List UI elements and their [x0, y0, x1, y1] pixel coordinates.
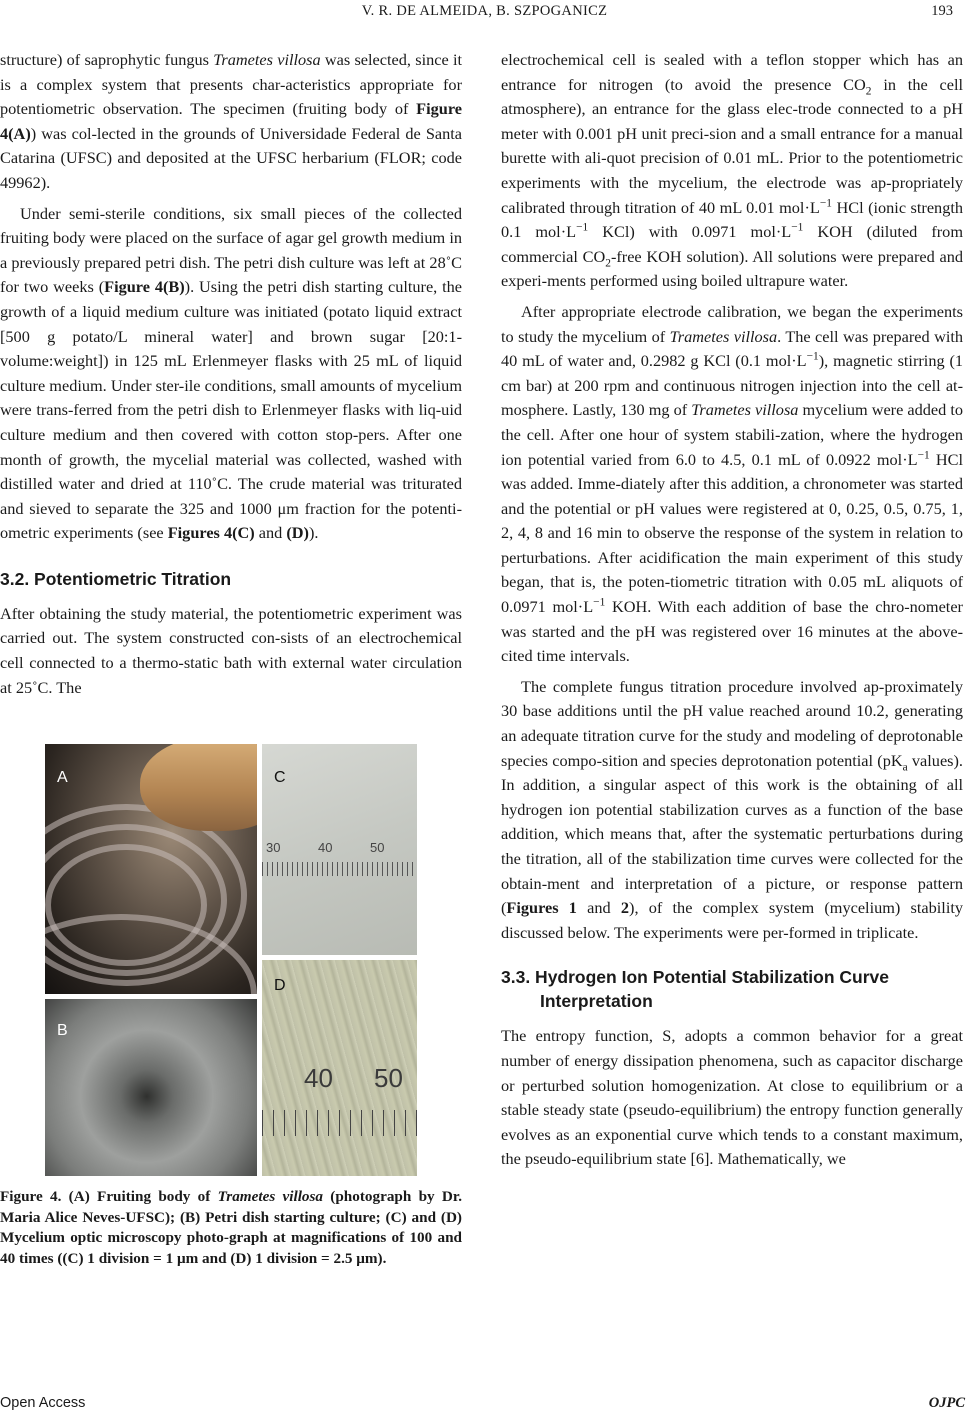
figure-reference: Figure 4(B): [104, 277, 185, 297]
footer-journal-name: OJPC: [928, 1395, 965, 1411]
text-run: Figure 4. (A) Fruiting body of: [0, 1188, 218, 1206]
text-run: HCl was added. Imme-diately after this addition, a chronometer was started and the potential or pH values were registered at 0, 0.25, 0.5, 0.75, 1, 2, 4, 8 and 16 min to observe the response of the system in relation to perturbations. After acidification the main experiment of this study began, that is, the poten-tiometric titration with 0.05 mL aliquots of 0.0971 mol·L: [501, 449, 963, 617]
section-heading-3-3: [501, 965, 963, 1013]
text-run: HCl (ionic strength 0.1 mol·L: [501, 197, 964, 242]
micrometer-ticks-d: [262, 1110, 417, 1136]
text-run: . The cell was prepared with 40 mL of water and, 0.2982 g KCl (0.1 mol·L: [501, 326, 964, 371]
subscript: 2: [605, 257, 611, 269]
heading-line: 3.3. Hydrogen Ion Potential Stabilization Curve: [501, 967, 889, 988]
paragraph: [0, 202, 462, 546]
figure-4: [0, 744, 462, 1269]
species-name: Trametes villosa: [691, 400, 799, 420]
paragraph: [501, 300, 963, 669]
superscript: −1: [806, 350, 819, 363]
species-name: Trametes villosa: [217, 1188, 324, 1206]
panel-a-fruiting-body-photo: [45, 744, 257, 994]
superscript: −1: [791, 221, 804, 234]
figure-4-image-grid: [45, 744, 417, 1176]
paragraph: [501, 675, 963, 946]
text-run: electrochemical cell is sealed with a teflon stopper which has an entrance for nitrogen (to avoid the presence CO: [501, 50, 963, 94]
right-column: [501, 48, 963, 1172]
text-run: ) was col-lected in the grounds of Universidade Federal de Santa Catarina (UFSC) and deposited at the UFSC herbarium (FLOR; code 49962).: [0, 123, 462, 192]
page-footer: [0, 1395, 969, 1415]
page-number: 193: [931, 3, 953, 19]
running-head-authors: V. R. DE ALMEIDA, B. SZPOGANICZ: [361, 3, 608, 19]
superscript: −1: [917, 449, 930, 462]
micrometer-scale-c: [262, 840, 417, 858]
figure-reference: Figures 1: [506, 898, 577, 918]
figure-reference: (D): [286, 523, 309, 543]
species-name: Trametes villosa: [669, 326, 778, 346]
section-heading-3-2: 3.2. Potentiometric Titration: [0, 568, 232, 589]
text-run: ).: [308, 523, 319, 543]
text-run: and: [576, 898, 621, 918]
paragraph: After obtaining the study material, the potentiometric experiment was carried out. The system constructed con-sists of an electrochemical cell connected to a thermo-static bath with external water circulation at 25˚C. The: [0, 603, 462, 697]
text-run: The complete fungus titration procedure involved ap-proximately 30 base additions until the pH value reached around 10.2, generating an adequate titration curve for the study and modeling of deprotonable species compo-sition and species deprotonation potential (pK: [501, 676, 963, 770]
text-run: in the cell atmosphere), an entrance for the glass elec-trode connected to a pH meter with 0.001 pH unit preci-sion and a small entrance for a manual burette with ali-quot precision of 0.01 mL. Prior to the potentiometric experiments with the mycelium, the electrode was ap-propriately calibrated through titration of 40 mL 0.01 mol·L: [501, 74, 964, 217]
text-run: structure) of saprophytic fungus: [0, 50, 214, 69]
text-run: Under semi-sterile conditions, six small pieces of the collected fruiting body were placed on the surface of agar gel growth medium in a previously prepared petri dish. The petri dish culture was left at 28˚C for two weeks (: [0, 203, 462, 297]
panel-label-d: D: [274, 977, 286, 995]
text-run: values). In addition, a singular aspect of this work is the obtaining of all hydrogen ion potential stabilization curves as a function of the base addition, which means that, after the systematic perturbations during the titration, all of the stabilization time curves were collected for the obtain-ment and interpretation of a picture, or response pattern (: [501, 750, 963, 918]
panel-label-c: C: [274, 769, 286, 787]
text-run: KOH (diluted from commercial CO: [501, 222, 963, 266]
text-run: -free KOH solution). All solutions were prepared and experi-ments performed using boiled ultrapure water.: [501, 246, 964, 291]
text-run: KOH. With each addition of base the chro-nometer was started and the pH was registered over 16 minutes at the above-cited time intervals.: [501, 597, 963, 666]
scale-label: 30: [266, 840, 281, 856]
scale-label: 40: [318, 840, 333, 856]
figure-reference: Figures 4(C): [167, 523, 255, 543]
scale-label: 50: [374, 1063, 403, 1094]
panel-label-b: B: [57, 1022, 68, 1040]
scale-label: 50: [370, 840, 385, 856]
text-run: ). Using the petri dish starting culture, the growth of a liquid medium culture was initiated (potato liquid extract [500 g potato/L mineral water] and brown sugar [20:1-volume:weight]) in 125 mL Erlenmeyer flasks with 25 mL of liquid culture medium. Under ster-ile conditions, small amounts of mycelium were trans-ferred from the petri dish to Erlenmeyer flasks with liq-uid culture medium and then covered with cotton stop-pers. After one month of growth, the mycelial material was collected, washed with distilled water and dried at 110˚C. The crude material was triturated and sieved to separate the 325 and 1000 μm fraction for the potenti-ometric experiments (see: [0, 277, 462, 543]
text-run: (photograph by Dr. Maria Alice Neves-UFSC); (B) Petri dish starting culture; (C) and (D) Mycelium optic microscopy photo-graph at magnifications of 100 and 40 times ((C) 1 division = 1 μm and (D) 1 division = 2.5 μm).: [0, 1188, 463, 1267]
footer-open-access: Open Access: [0, 1395, 86, 1411]
subscript: 2: [865, 84, 872, 97]
panel-d-microscopy-photo: [262, 960, 417, 1176]
superscript: −1: [576, 221, 589, 234]
running-head: [0, 3, 969, 21]
left-column: [0, 48, 462, 1269]
superscript: −1: [593, 596, 606, 609]
figure-reference: Figure 4(A): [0, 99, 462, 143]
species-name: Trametes villosa: [213, 50, 321, 69]
text-run: mycelium were added to the cell. After one hour of system stabili-zation, where the hydrogen ion potential varied from 6.0 to 4.5, 0.1 mL of 0.0922 mol·L: [501, 400, 964, 469]
figure-reference: 2: [620, 898, 630, 918]
paragraph: [0, 48, 462, 196]
micrometer-ticks-c: [262, 862, 417, 876]
paragraph: [501, 48, 963, 294]
panel-c-microscopy-photo: [262, 744, 417, 955]
text-run: KCl) with 0.0971 mol·L: [588, 222, 792, 242]
text-run: was selected, since it is a complex system that presents char-acteristics appropriate for potentiometric observation. The specimen (fruiting body of: [0, 50, 462, 119]
text-run: After appropriate electrode calibration, we began the experiments to study the mycelium of: [501, 301, 963, 346]
subscript: a: [902, 760, 908, 773]
heading-line: Interpretation: [540, 991, 653, 1012]
superscript: −1: [819, 197, 832, 210]
panel-b-petri-dish-photo: [45, 999, 257, 1176]
paragraph: The entropy function, S, adopts a common behavior for a great number of energy dissipation phenomena, such as capacitor discharge or perturbed solution homogenization. At close to equilibrium or a stable steady state (pseudo-equilibrium) the entropy function generally evolves as an exponential curve which tends to a constant maximum, the pseudo-equilibrium state [6]. Mathematically, we: [501, 1026, 963, 1169]
figure-4-caption: [0, 1187, 462, 1269]
text-run: ), of the complex system (mycelium) stability discussed below. The experiments were per-formed in triplicate.: [501, 898, 964, 942]
text-run: and: [254, 523, 287, 543]
panel-label-a: A: [57, 769, 68, 787]
scale-label: 40: [304, 1063, 333, 1094]
text-run: ), magnetic stirring (1 cm bar) at 200 rpm and continuous nitrogen injection into the cell at-mosphere. Lastly, 130 mg of: [501, 351, 964, 420]
